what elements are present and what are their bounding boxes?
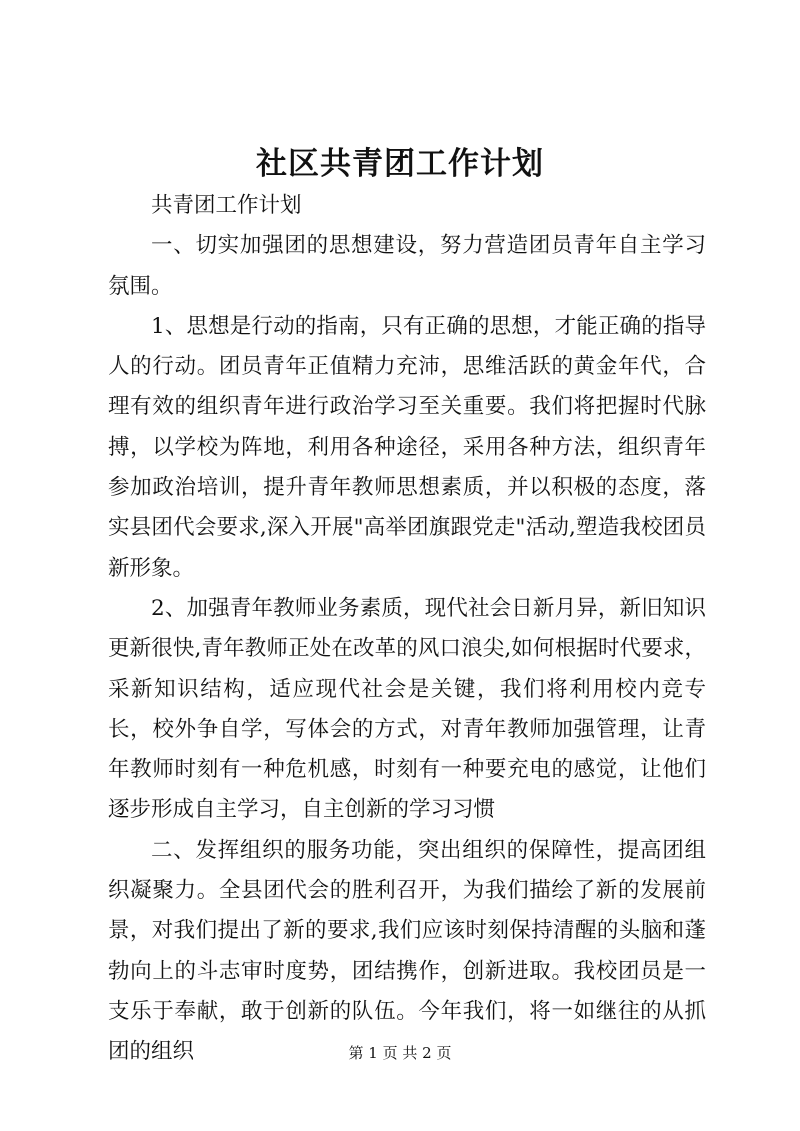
paragraph-subtitle: 共青团工作计划	[151, 193, 302, 218]
paragraph-item-two: 2、加强青年教师业务素质，现代社会日新月异，新旧知识更新很快,青年教师正处在改革的风口浪尖,如何根据时代要求，采新知识结构，适应现代社会是关键，我们将利用校内竞专长，校外争自学，写体会的方式，对青年教师加强管理，让青年教师时刻有一种危机感，时刻有一种要充电的感觉，让他们逐步形成自主学习，自主创新的学习习惯	[108, 595, 706, 823]
paragraph-section-one-heading: 一、切实加强团的思想建设，努力营造团员青年自主学习氛围。	[108, 233, 706, 299]
document-title: 社区共青团工作计划	[256, 146, 544, 182]
page-number-footer: 第 1 页 共 2 页	[348, 1044, 452, 1062]
document-body	[108, 186, 706, 1073]
paragraph-item-one: 1、思想是行动的指南，只有正确的思想，才能正确的指导人的行动。团员青年正值精力充沛，思维活跃的黄金年代，合理有效的组织青年进行政治学习至关重要。我们将把握时代脉搏，以学校为阵地，利用各种途径，采用各种方法，组织青年参加政治培训，提升青年教师思想素质，并以积极的态度，落实县团代会要求,深入开展"高举团旗跟党走"活动,塑造我校团员新形象。	[108, 313, 706, 581]
paragraph-section-two: 二、发挥组织的服务功能，突出组织的保障性，提高团组织凝聚力。全县团代会的胜利召开，为我们描绘了新的发展前景，对我们提出了新的要求,我们应该时刻保持清醒的头脑和蓬勃向上的斗志审时度势，团结携作，创新进取。我校团员是一支乐于奉献，敢于创新的队伍。今年我们，将一如继往的从抓团的组织	[108, 837, 706, 1065]
